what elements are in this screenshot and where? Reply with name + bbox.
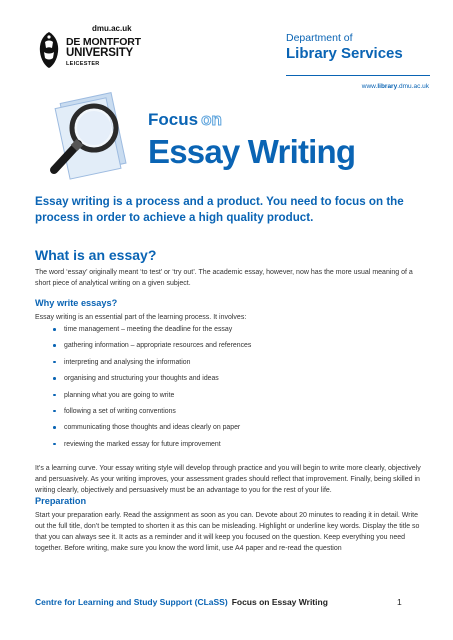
magnifying-glass-icon (40, 88, 140, 188)
paragraph-why-write-essays: Essay writing is an essential part of the learning process. It involves: (35, 314, 247, 321)
bullet-icon (53, 410, 56, 413)
list-item-text: interpreting and analysing the information (64, 358, 191, 366)
list-item (53, 407, 413, 416)
department-name: Library Services (286, 45, 403, 62)
list-item-text: reviewing the marked essay for future improvement (64, 440, 221, 448)
focus-on-label (148, 110, 222, 130)
bullet-list (53, 325, 413, 456)
list-item-text: planning what you are going to write (64, 391, 175, 399)
website-prefix: www. (361, 83, 378, 90)
list-item-text: organising and structuring your thoughts and ideas (64, 375, 219, 383)
logo-city: LEICESTER (66, 61, 100, 67)
heading-preparation: Preparation (35, 496, 87, 506)
bullet-icon (53, 361, 56, 364)
paragraph-preparation: Start your preparation early. Read the assignment as soon as you can. Devote about 20 minutes to reading it in detail. Write out the full title, don’t be tempted to shorten it as this can be misleading. Highlight or underline key words. Display the title so that you can always see it. It acts as a reminder and it will keep you focused on the question. Keep everything you need together. Before writing, make sure you know the word limit, use A4 paper and re-read the question (35, 512, 420, 552)
heading-why-write-essays: Why write essays? (35, 298, 118, 308)
department-label: Department of (286, 32, 353, 44)
logo-university-line1: DE MONTFORT (66, 36, 141, 48)
page-title: Essay Writing (148, 133, 356, 170)
list-item (53, 358, 413, 367)
university-crest-icon (36, 30, 62, 70)
list-item-text: gathering information – appropriate resources and references (64, 342, 252, 350)
logo-website: dmu.ac.uk (92, 24, 132, 33)
list-item (53, 440, 413, 449)
focus-word: Focus (148, 110, 199, 129)
bullet-icon (53, 344, 56, 347)
footer (35, 597, 328, 607)
website-suffix: .dmu.ac.uk (397, 83, 429, 90)
list-item (53, 374, 413, 383)
heading-what-is-an-essay: What is an essay? (35, 247, 157, 263)
bullet-icon (53, 443, 56, 446)
bullet-icon (53, 394, 56, 397)
list-item (53, 391, 413, 400)
page-number: 1 (397, 597, 402, 607)
bullet-icon (53, 328, 56, 331)
library-website-link[interactable] (362, 83, 429, 90)
footer-document-title: Focus on Essay Writing (231, 597, 328, 607)
logo-university-line2: UNIVERSITY (66, 47, 134, 59)
list-item (53, 325, 413, 334)
list-item (53, 341, 413, 350)
paragraph-learning-curve: It’s a learning curve. Your essay writing style will develop through practice and you will begin to write more clearly, objectively and persuasively. As your writing improves, your assessment grades should reflect that improvement. Finally, being skilled in writing clearly, objectively and persuasively must be an advantage to you for the rest of your life. (35, 465, 421, 494)
university-logo (36, 24, 156, 84)
bullet-icon (53, 377, 56, 380)
list-item-text: communicating those thoughts and ideas clearly on paper (64, 424, 241, 432)
on-word: on (201, 110, 222, 129)
website-bold: library (377, 83, 398, 90)
bullet-icon (53, 426, 56, 429)
footer-centre-name: Centre for Learning and Study Support (CLaSS) (35, 597, 228, 607)
list-item-text: time management – meeting the deadline for the essay (64, 326, 233, 333)
intro-text: Essay writing is a process and a product. You need to focus on the process in order to achieve a high quality product. (35, 195, 404, 224)
list-item-text: following a set of writing conventions (64, 407, 176, 415)
header-divider (286, 75, 430, 76)
paragraph-what-is-an-essay: The word ‘essay’ originally meant ‘to test’ or ‘try out’. The academic essay, however, now has the more usual meaning of a short piece of analytical writing on a given subject. (35, 269, 413, 287)
list-item (53, 423, 413, 432)
